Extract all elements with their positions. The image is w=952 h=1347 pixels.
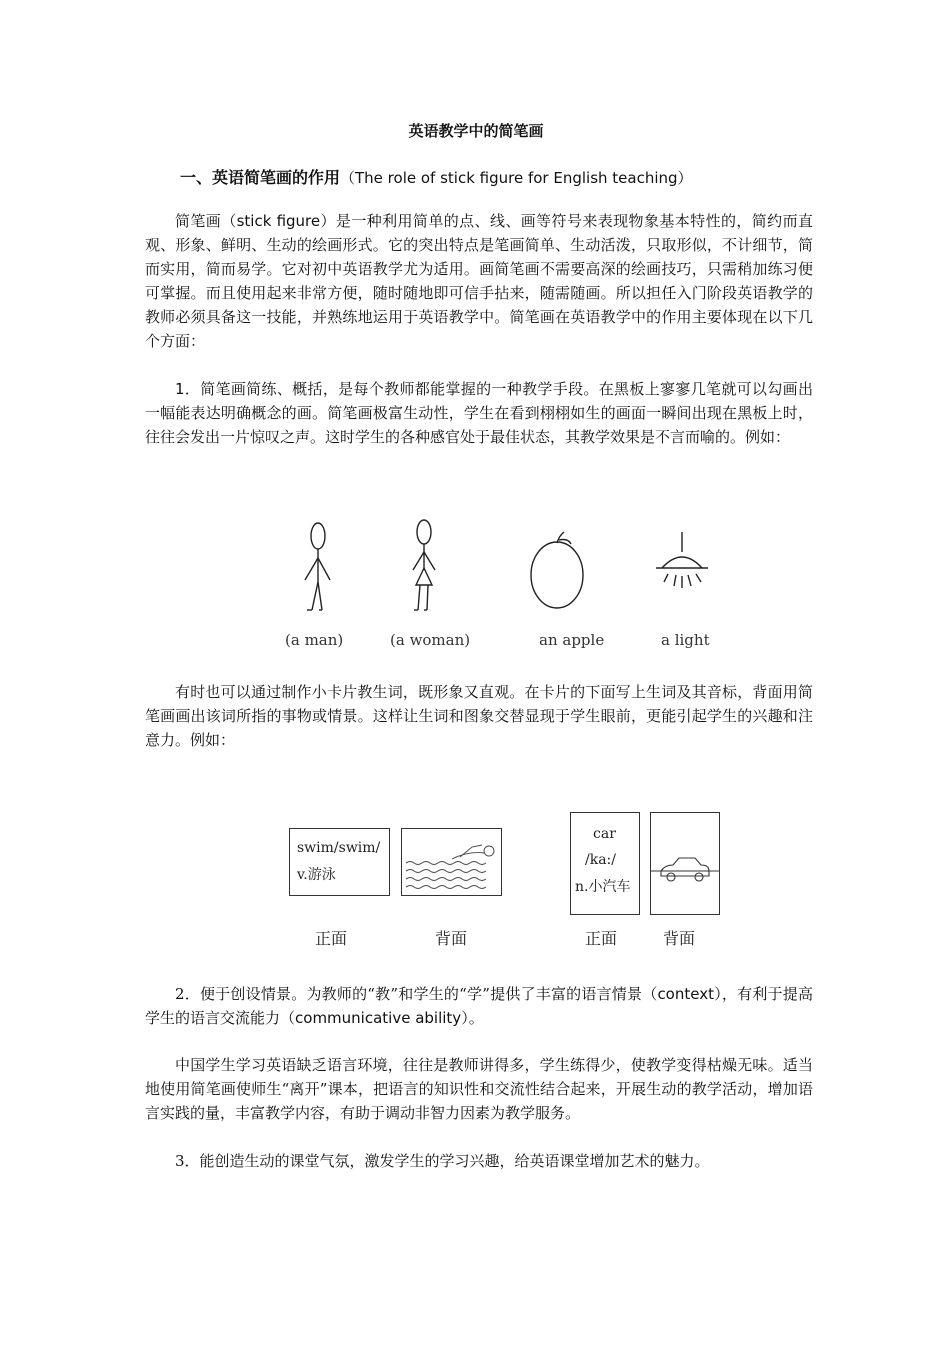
point-2-text-a: 2．便于创设情景。为教师的“教”和学生的“学”提供了丰富的语言情景（	[175, 985, 658, 1003]
apple-drawing	[531, 532, 583, 608]
point-1-paragraph	[145, 377, 813, 449]
label-back-1: 背面	[435, 929, 468, 948]
caption-woman: (a woman)	[390, 631, 471, 649]
section-heading	[180, 165, 693, 188]
section-heading-zh: 一、英语简笔画的作用	[180, 168, 341, 187]
card-swim-word: swim/swim/	[297, 840, 381, 856]
point-1-text: 简笔画简练、概括，是每个教师都能掌握的一种教学手段。在黑板上寥寥几笔就可以勾画出一幅能表达明确概念的画。简笔画极富生动性，学生在看到栩栩如生的画面一瞬间出现在黑板上时，往往会发出一片惊叹之声。这时学生的各种感官处于最佳状态，其教学效果是不言而喻的。例如：	[145, 380, 813, 446]
card-car-meaning: n.小汽车	[575, 879, 631, 895]
point-2-text-e: ）。	[461, 1009, 484, 1027]
point-1-number: 1．	[175, 380, 201, 398]
point-2-term-context: context	[657, 985, 714, 1003]
caption-man: (a man)	[285, 631, 344, 649]
card-car-word: car	[593, 826, 616, 842]
label-front-1: 正面	[315, 929, 348, 948]
section-heading-en: （The role of stick figure for English teaching）	[340, 169, 693, 187]
woman-figure	[413, 520, 435, 610]
cards-text: 有时也可以通过制作小卡片教生词，既形象又直观。在卡片的下面写上生词及其音标，背面用简笔画画出该词所指的事物或情景。这样让生词和图象交替显现于学生眼前，更能引起学生的兴趣和注意力。例如：	[145, 683, 813, 749]
intro-text-a: 简笔画（	[175, 212, 237, 230]
card-swim-front	[289, 828, 390, 896]
point-2-text-c: ），有利于提高学生的语言交流能力（	[145, 985, 813, 1027]
point-3-paragraph	[145, 1149, 813, 1173]
point-2-paragraph	[145, 982, 813, 1030]
point-3-text: 3．能创造生动的课堂气氛，激发学生的学习兴趣，给英语课堂增加艺术的魅力。	[175, 1152, 710, 1170]
intro-text-term: stick figure	[236, 212, 321, 230]
label-front-2: 正面	[585, 929, 618, 948]
man-figure	[305, 523, 330, 610]
china-paragraph	[145, 1053, 813, 1125]
intro-text-c: ）是一种利用简单的点、线、画等符号来表现物象基本特性的，简约而直观、形象、鲜明、生动的绘画形式。它的突出特点是笔画简单、生动活泼，只取形似，不计细节，简而实用，简而易学。它对初中英语教学尤为适用。画简笔画不需要高深的绘画技巧，只需稍加练习便可掌握。而且使用起来非常方便，随时随地即可信手拈来，随需随画。所以担任入门阶段英语教学的教师必须具备这一技能，并熟练地运用于英语教学中。简笔画在英语教学中的作用主要体现在以下几个方面：	[145, 212, 813, 350]
china-text: 中国学生学习英语缺乏语言环境，往往是教师讲得多，学生练得少，使教学变得枯燥无味。适当地使用简笔画使师生“离开”课本，把语言的知识性和交流性结合起来，开展生动的教学活动，增加语言实践的量，丰富教学内容，有助于调动非智力因素为教学服务。	[145, 1056, 813, 1122]
caption-apple: an apple	[539, 631, 605, 649]
label-back-2: 背面	[663, 929, 696, 948]
card-car-phonetic: /ka:/	[585, 852, 616, 868]
light-drawing	[656, 532, 708, 588]
point-2-term-communicative: communicative ability	[295, 1009, 462, 1027]
document-title: 英语教学中的简笔画	[408, 122, 544, 140]
swimmer-drawing	[402, 829, 501, 895]
cards-paragraph	[145, 680, 813, 752]
car-drawing	[651, 813, 719, 914]
intro-paragraph	[145, 209, 813, 353]
card-swim-meaning: v.游泳	[297, 867, 336, 883]
caption-light: a light	[661, 631, 710, 649]
